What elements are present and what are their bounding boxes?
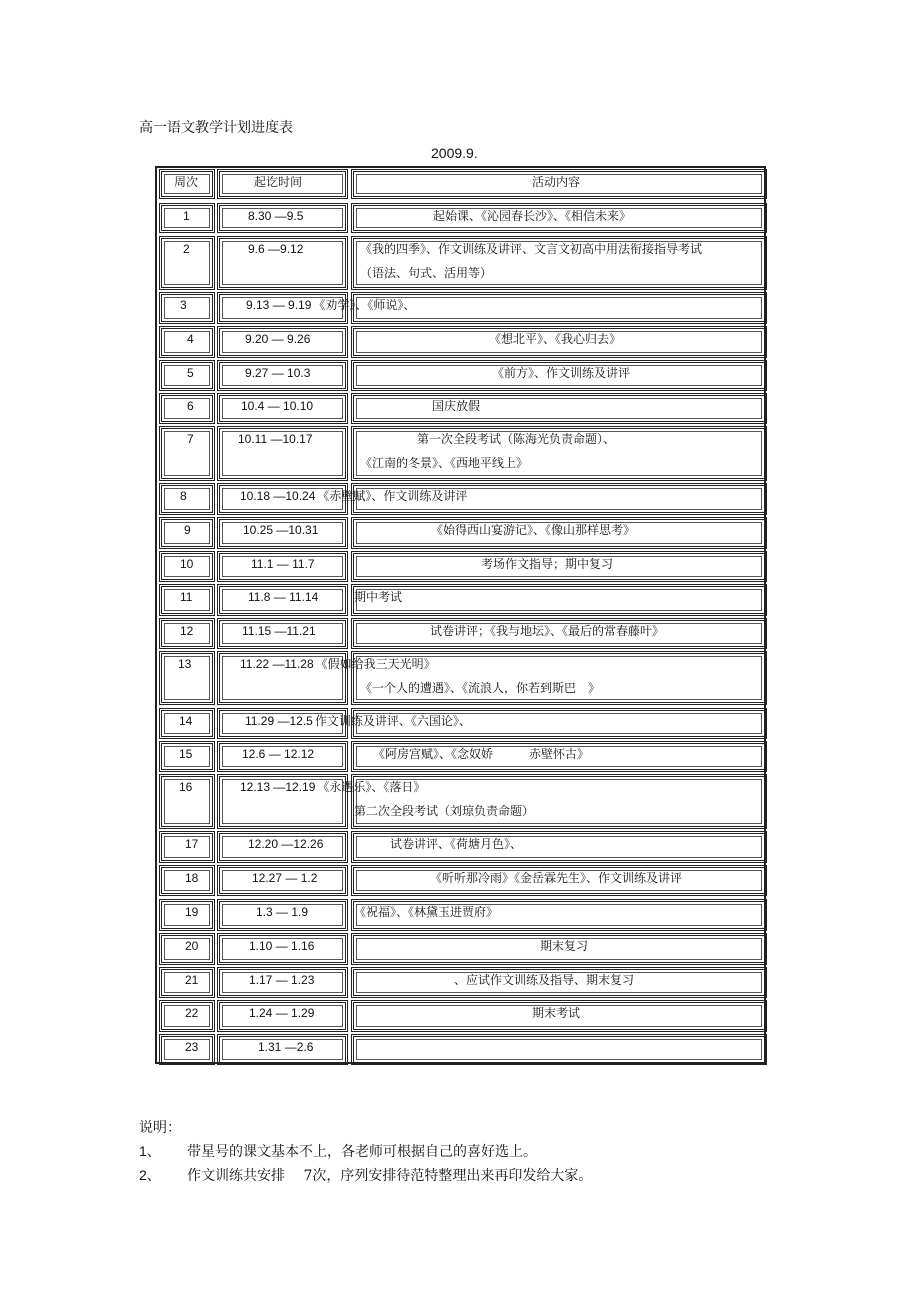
activity-line: 、应试作文训练及指导、期末复习 <box>454 973 635 987</box>
week-cell <box>159 292 215 324</box>
schedule-table <box>155 166 766 1064</box>
time-range: 9.13 — 9.19 <box>246 298 312 312</box>
activity-line: 《前方》、作文训练及讲评 <box>492 366 631 380</box>
content-cell <box>351 393 767 424</box>
document-title: 高一语文教学计划进度表 <box>139 120 293 136</box>
time-range: 10.18 —10.24 <box>240 489 316 503</box>
activity-line: 《永遇乐》、《落日》 <box>317 780 426 794</box>
activity-line: 考场作文指导；期中复习 <box>481 557 614 571</box>
time-range: 9.6 —9.12 <box>248 242 304 256</box>
activity-line: （语法、句式、活用等） <box>360 266 493 280</box>
week-number: 18 <box>185 871 199 885</box>
time-range: 12.20 —12.26 <box>248 837 324 851</box>
week-number: 7 <box>187 432 194 446</box>
time-range: 1.10 — 1.16 <box>249 939 315 953</box>
activity-line: 试卷讲评；《我与地坛》、《最后的常春藤叶》 <box>430 624 665 638</box>
time-range: 10.4 — 10.10 <box>241 399 314 413</box>
week-number: 6 <box>187 399 194 413</box>
activity-line: 期末考试 <box>532 1006 581 1020</box>
activity-line: 期末复习 <box>540 939 589 953</box>
activity-line: 试卷讲评、《荷塘月色》、 <box>390 837 523 851</box>
week-number: 2 <box>183 242 190 256</box>
activity-line: 《想北平》、《我心归去》 <box>489 332 622 346</box>
note-text: 带星号的课文基本不上，各老师可根据自己的喜好选上。 <box>187 1144 537 1160</box>
week-number: 11 <box>180 590 193 604</box>
time-range: 9.27 — 10.3 <box>245 366 311 380</box>
activity-line: 《祝福》、《林黛玉进贾府》 <box>354 905 499 919</box>
week-number: 5 <box>187 366 194 380</box>
content-cell <box>351 1034 767 1065</box>
time-range: 12.13 —12.19 <box>240 780 316 794</box>
note-number: 1、 <box>139 1143 161 1159</box>
week-number: 16 <box>179 780 193 794</box>
activity-line: 《我的四季》、作文训练及讲评、文言文初高中用法衔接指导考试 <box>360 242 703 256</box>
time-range: 8.30 —9.5 <box>248 209 304 223</box>
week-number: 10 <box>180 557 194 571</box>
week-cell <box>159 483 215 515</box>
week-number: 13 <box>178 657 192 671</box>
week-number: 15 <box>179 747 193 761</box>
time-range: 11.1 — 11.7 <box>251 557 315 571</box>
time-range: 1.31 —2.6 <box>258 1040 314 1054</box>
note-text: 作文训练共安排 7次，序列安排待范特整理出来再印发给大家。 <box>187 1168 593 1184</box>
content-cell <box>351 584 767 616</box>
note-item <box>139 1165 592 1185</box>
week-number: 9 <box>184 523 191 537</box>
time-range: 11.15 —11.21 <box>242 624 316 638</box>
time-range: 12.27 — 1.2 <box>252 871 318 885</box>
header-content: 活动内容 <box>532 175 581 189</box>
activity-line: 国庆放假 <box>432 399 481 413</box>
time-range: 9.20 — 9.26 <box>245 332 311 346</box>
time-range: 1.24 — 1.29 <box>249 1006 315 1020</box>
time-range: 10.25 —10.31 <box>243 523 319 537</box>
note-number: 2、 <box>139 1167 161 1183</box>
time-range: 10.11 —10.17 <box>238 432 313 446</box>
activity-line: 《赤壁赋》、作文训练及讲评 <box>317 489 468 503</box>
header-week: 周次 <box>174 175 199 189</box>
week-number: 14 <box>179 714 193 728</box>
week-number: 19 <box>185 905 199 919</box>
activity-line: 《始得西山宴游记》、《像山那样思考》 <box>431 523 636 537</box>
activity-line: 《阿房宫赋》、《念奴娇 赤壁怀古》 <box>373 747 590 761</box>
time-range: 1.17 — 1.23 <box>249 973 315 987</box>
week-number: 8 <box>180 489 187 503</box>
activity-line: 《假如给我三天光明》 <box>315 657 436 671</box>
week-number: 3 <box>180 298 187 312</box>
activity-line: 第二次全段考试（刘琼负责命题） <box>354 804 535 818</box>
activity-line: 《劝学》、《师说》、 <box>313 298 416 312</box>
week-number: 1 <box>183 209 190 223</box>
week-number: 20 <box>185 939 199 953</box>
week-number: 21 <box>185 973 199 987</box>
activity-line: 《听听那冷雨》《金岳霖先生》、作文训练及讲评 <box>430 871 683 885</box>
activity-line: 《江南的冬景》、《西地平线上》 <box>360 456 529 470</box>
time-range: 11.8 — 11.14 <box>248 590 319 604</box>
document-date: 2009.9. <box>431 145 478 161</box>
time-range: 11.22 —11.28 <box>240 657 314 671</box>
week-number: 23 <box>185 1040 199 1054</box>
time-range: 1.3 — 1.9 <box>256 905 309 919</box>
activity-line: 作文训练及讲评、《六国论》、 <box>314 714 471 728</box>
activity-line: 《一个人的遭遇》、《流浪人，你若到斯巴 》 <box>360 681 601 695</box>
week-number: 12 <box>180 624 194 638</box>
week-number: 4 <box>187 332 194 346</box>
activity-line: 第一次全段考试（陈海光负责命题）、 <box>417 432 616 446</box>
activity-line: 起始课、《沁园春长沙》、《相信未来》 <box>433 209 632 223</box>
activity-line: 期中考试 <box>354 590 403 604</box>
time-range: 12.6 — 12.12 <box>242 747 315 761</box>
header-time: 起讫时间 <box>254 175 303 189</box>
notes-heading: 说明： <box>139 1120 181 1136</box>
week-number: 17 <box>185 837 199 851</box>
time-range: 11.29 —12.5 <box>245 714 313 728</box>
note-item <box>139 1141 537 1161</box>
week-number: 22 <box>185 1006 199 1020</box>
